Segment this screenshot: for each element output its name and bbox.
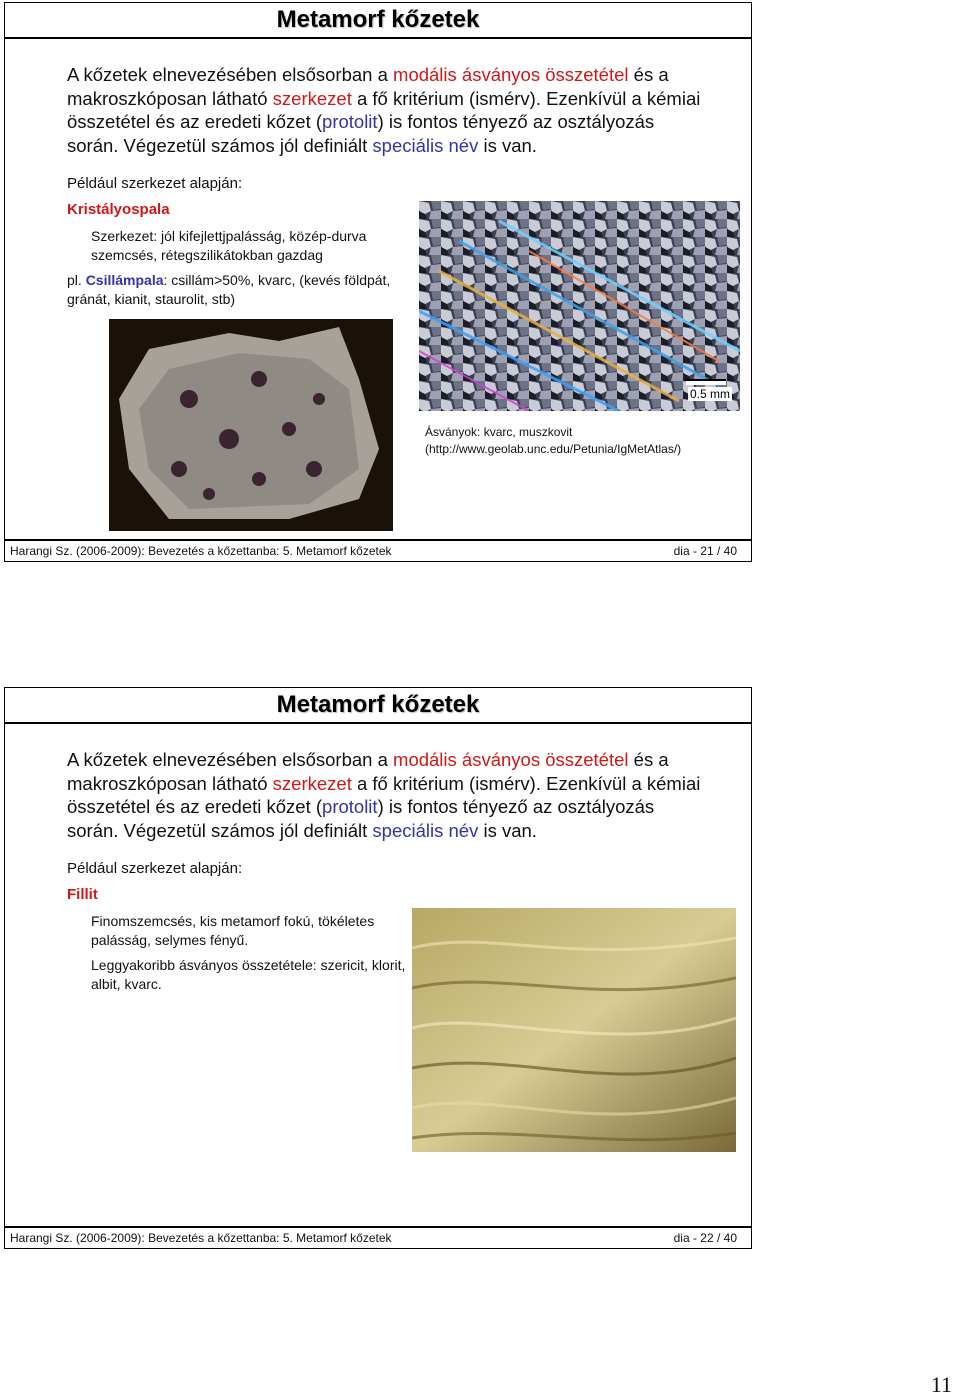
highlight-szerkezet: szerkezet	[272, 772, 352, 794]
phyllite-photo	[412, 908, 736, 1152]
footer-source: Harangi Sz. (2006-2009): Bevezetés a kőzettanba: 5. Metamorf kőzetek	[10, 1231, 392, 1245]
caption-url[interactable]: (http://www.geolab.unc.edu/Petunia/IgMetAtlas/)	[425, 442, 682, 456]
rock-composition: Leggyakoribb ásványos összetétele: szericit, klorit, albit, kvarc.	[91, 957, 406, 992]
slide-title: Metamorf kőzetek	[276, 6, 480, 33]
rock-description: Szerkezet: jól kifejlettjpalásság, közép-durva szemcsés, rétegszilikátokban gazdag	[91, 228, 367, 263]
intro-text: és a makroszkóposan látható	[67, 64, 669, 109]
photo-caption	[425, 424, 745, 458]
page-number: 11	[930, 1372, 952, 1397]
intro-text: A kőzetek elnevezésében elsősorban a	[67, 749, 394, 770]
slide-number: dia - 22 / 40	[673, 1231, 737, 1245]
slide-21	[4, 2, 752, 562]
intro-text: a fő kritérium (ismérv). Ezenkívül a kémiai összetétel és az eredeti kőzet (	[67, 87, 701, 132]
scale-bar	[686, 379, 726, 385]
mica-schist-photo	[109, 319, 393, 531]
intro-text: és a makroszkóposan látható	[67, 749, 669, 794]
highlight-protolit: protolit	[322, 796, 378, 817]
rock-example: pl. Csillámpala: csillám>50%, kvarc, (kevés földpát, gránát, kianit, staurolit, stb)	[67, 272, 391, 307]
highlight-szerkezet: szerkezet	[272, 87, 352, 109]
example-label: Például szerkezet alapján:	[67, 175, 243, 192]
highlight-specialis-nev: speciális név	[372, 134, 479, 156]
slide-footer	[5, 539, 751, 561]
intro-paragraph	[67, 748, 707, 842]
intro-text: is van.	[478, 134, 537, 156]
slide-title-bar	[5, 688, 751, 724]
example-name: Csillámpala	[85, 272, 164, 288]
rock-name: Kristályospala	[67, 201, 170, 218]
intro-text: A kőzetek elnevezésében elsősorban a	[67, 64, 394, 85]
slide-number: dia - 21 / 40	[673, 544, 737, 558]
highlight-specialis-nev: speciális név	[372, 819, 479, 841]
slide-title: Metamorf kőzetek	[276, 691, 480, 718]
example-label: Például szerkezet alapján:	[67, 860, 243, 877]
footer-source: Harangi Sz. (2006-2009): Bevezetés a kőzettanba: 5. Metamorf kőzetek	[10, 544, 392, 558]
slide-22	[4, 687, 752, 1249]
highlight-modal: modális ásványos összetétel	[393, 749, 629, 770]
intro-text: ) is fontos tényező az osztályozás során. Végezetül számos jól definiált	[67, 796, 655, 841]
thin-section-photo	[419, 201, 740, 411]
intro-text: ) is fontos tényező az osztályozás során. Végezetül számos jól definiált	[67, 111, 655, 156]
scale-label: 0.5 mm	[689, 387, 730, 401]
intro-paragraph	[67, 63, 707, 157]
rock-description: Finomszemcsés, kis metamorf fokú, tökéletes palásság, selymes fényű.	[91, 913, 375, 948]
slide-title-bar	[5, 3, 751, 39]
intro-text: a fő kritérium (ismérv). Ezenkívül a kémiai összetétel és az eredeti kőzet (	[67, 772, 701, 817]
highlight-modal: modális ásványos összetétel	[393, 64, 629, 85]
highlight-protolit: protolit	[322, 111, 378, 132]
caption-minerals: Ásványok: kvarc, muszkovit	[425, 425, 573, 439]
intro-text: is van.	[478, 819, 537, 841]
slide-footer	[5, 1226, 751, 1248]
rock-name: Fillit	[67, 886, 98, 903]
